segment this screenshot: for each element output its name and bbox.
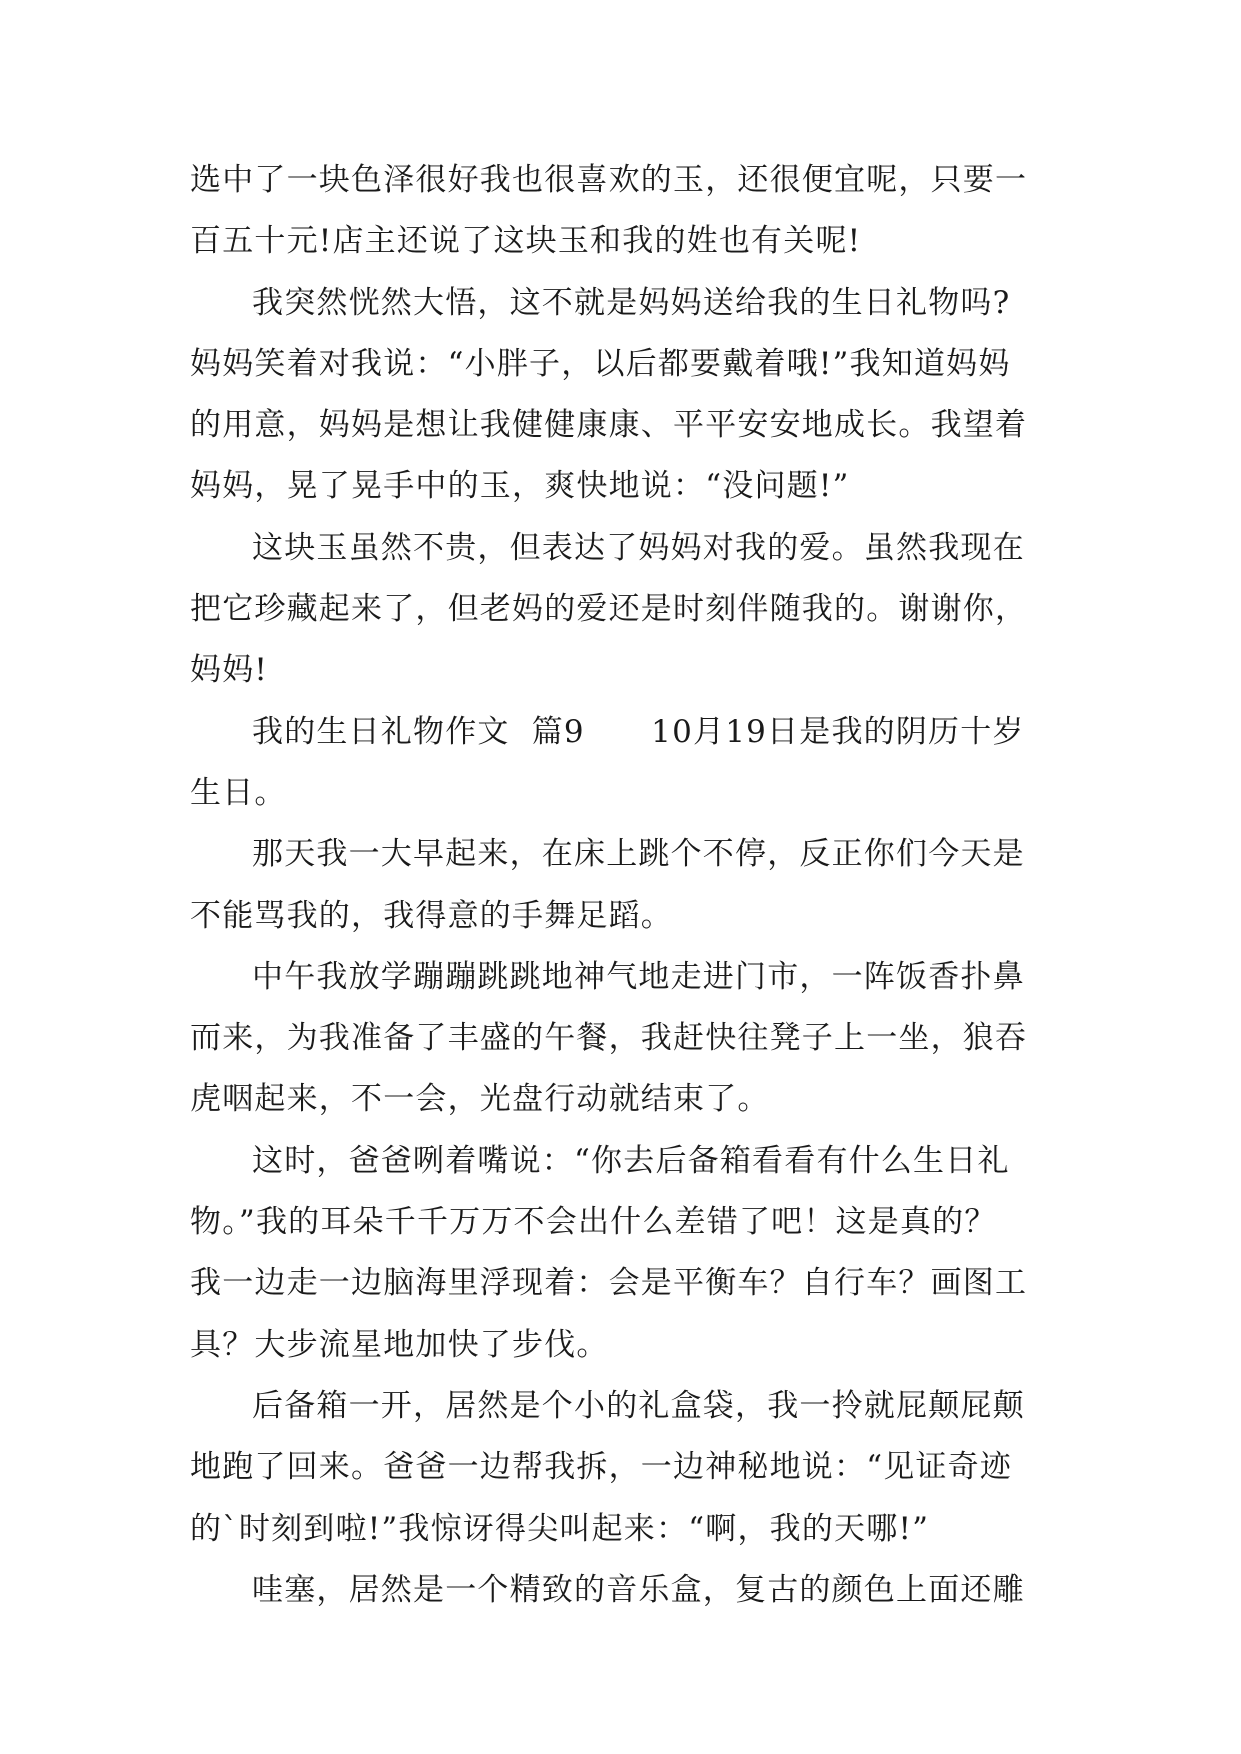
paragraph-9: [190, 1560, 1060, 1621]
text-line: 我的生日礼物作文 篇9 10月19日是我的阴历十岁: [252, 713, 1025, 750]
document-body: [190, 150, 1060, 1621]
paragraph-3: [190, 518, 1060, 702]
text-line: 后备箱一开，居然是个小的礼盒袋，我一拎就屁颠屁颠: [252, 1387, 1025, 1424]
text-line: 的`时刻到啦!”我惊讶得尖叫起来：“啊，我的天哪!”: [190, 1510, 930, 1547]
text-line: 妈妈，晃了晃手中的玉，爽快地说：“没问题!”: [190, 468, 850, 505]
text-line: 我突然恍然大悟，这不就是妈妈送给我的生日礼物吗?: [252, 284, 1011, 321]
text-line: 这时，爸爸咧着嘴说：“你去后备箱看看有什么生日礼: [252, 1142, 1010, 1179]
text-line: 而来，为我准备了丰盛的午餐，我赶快往凳子上一坐，狼吞: [190, 1020, 1028, 1057]
paragraph-2: [190, 273, 1060, 518]
paragraph-1: [190, 150, 1060, 273]
text-line: 选中了一块色泽很好我也很喜欢的玉，还很便宜呢，只要一: [190, 162, 1028, 198]
text-line: 生日。: [190, 774, 287, 811]
text-line: 的用意，妈妈是想让我健健康康、平平安安地成长。我望着: [190, 407, 1028, 444]
text-line: 物。”我的耳朵千千万万不会出什么差错了吧！这是真的？: [190, 1204, 997, 1241]
text-line: 不能骂我的，我得意的手舞足蹈。: [190, 897, 673, 934]
text-line: 哇塞，居然是一个精致的音乐盒，复古的颜色上面还雕: [252, 1571, 1025, 1608]
text-line: 中午我放学蹦蹦跳跳地神气地走进门市，一阵饭香扑鼻: [252, 958, 1025, 995]
paragraph-6: [190, 947, 1060, 1131]
text-line: 把它珍藏起来了，但老妈的爱还是时刻伴随我的。谢谢你，: [190, 591, 1028, 628]
text-line: 我一边走一边脑海里浮现着：会是平衡车？自行车？画图工: [190, 1265, 1028, 1302]
text-line: 虎咽起来，不一会，光盘行动就结束了。: [190, 1081, 770, 1118]
paragraph-heading-piece-9: [190, 702, 1060, 825]
paragraph-5: [190, 824, 1060, 947]
text-line: 地跑了回来。爸爸一边帮我拆，一边神秘地说：“见证奇迹: [190, 1449, 1013, 1486]
text-line: 这块玉虽然不贵，但表达了妈妈对我的爱。虽然我现在: [252, 529, 1025, 566]
text-line: 具？大步流星地加快了步伐。: [190, 1326, 609, 1363]
text-line: 妈妈笑着对我说：“小胖子，以后都要戴着哦!”我知道妈妈: [190, 345, 1011, 382]
text-line: 百五十元!店主还说了这块玉和我的姓也有关呢!: [190, 223, 862, 260]
text-line: 那天我一大早起来，在床上跳个不停，反正你们今天是: [252, 836, 1025, 873]
paragraph-8: [190, 1376, 1060, 1560]
paragraph-7: [190, 1131, 1060, 1376]
text-line: 妈妈!: [190, 652, 269, 689]
